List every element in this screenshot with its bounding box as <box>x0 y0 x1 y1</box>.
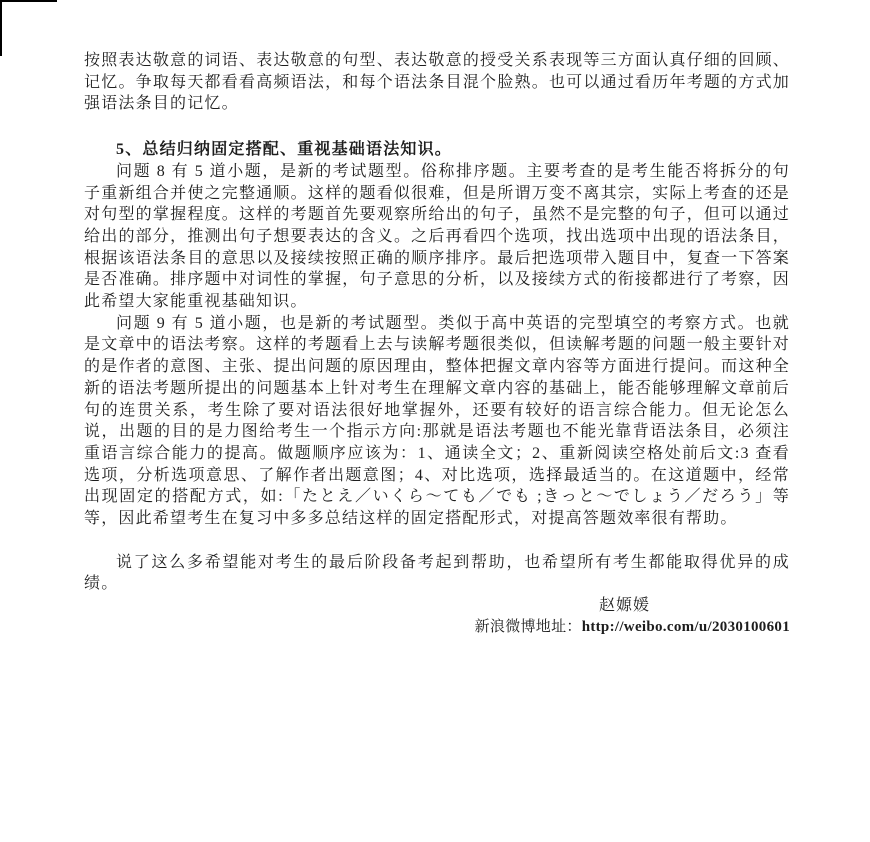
document-content <box>84 50 790 639</box>
weibo-url-text: http://weibo.com/u/2030100601 <box>581 618 790 635</box>
closing-paragraph: 说了这么多希望能对考生的最后阶段备考起到帮助，也希望所有考生都能取得优异的成绩。 <box>84 553 790 593</box>
paragraph-question-8: 问题 8 有 5 道小题，是新的考试题型。俗称排序题。主要考查的是考生能否将拆分的句子重新组合并使之完整通顺。这样的题看似很难，但是所谓万变不离其宗，实际上考查的还是对句型的掌握程度。这样的考题首先要观察所给出的句子，虽然不是完整的句子，但可以通过给出的部分，推测出句子想要表达的含义。之后再看四个选项，找出选项中出现的语法条目，根据该语法条目的意思以及接续按照正确的顺序排序。最后把选项带入题目中，复查一下答案是否准确。排序题中对词性的掌握，句子意思的分析，以及接续方式的衔接都进行了考察，因此希望大家能重视基础知识。 <box>84 162 790 311</box>
signature-block <box>84 595 790 638</box>
author-name: 赵嫄媛 <box>598 597 650 615</box>
weibo-label: 新浪微博地址： <box>474 618 582 635</box>
weibo-address-line <box>84 617 790 639</box>
intro-paragraph: 按照表达敬意的词语、表达敬意的句型、表达敬意的授受关系表现等三方面认真仔细的回顾、记忆。争取每天都看看高频语法，和每个语法条目混个脸熟。也可以通过看历年考题的方式加强语法条目的记忆。 <box>84 52 790 113</box>
paragraph-question-9: 问题 9 有 5 道小题，也是新的考试题型。类似于高中英语的完型填空的考察方式。也就是文章中的语法考察。这样的考题看上去与读解考题很类似，但读解考题的问题一般主要针对的是作者的意图、主张、提出问题的原因理由，整体把握文章内容等方面进行提问。而这种全新的语法考题所提出的问题基本上针对考生在理解文章内容的基础上，能否能够理解文章前后句的连贯关系，考生除了要对语法很好地掌握外，还要有较好的语言综合能力。但无论怎么说，出题的目的是力图给考生一个指示方向:那就是语法考题也不能光靠背语法条目，必须注重语言综合能力的提高。做题顺序应该为：1、通读全文；2、重新阅读空格处前后文:3 查看选项，分析选项意思、了解作者出题意图；4、对比选项，选择最适当的。在这道题中，经常出现固定的搭配方式，如:「たとえ／いくら～ても／でも ;きっと～でしょう／だろう」等等，因此希望考生在复习中多多总结这样的固定搭配形式，对提高答题效率很有帮助。 <box>84 314 790 528</box>
page-edge-mark-left <box>0 0 2 56</box>
section-heading: 5、总结归纳固定搭配、重视基础语法知识。 <box>116 141 453 159</box>
page-edge-mark-top <box>0 0 57 2</box>
